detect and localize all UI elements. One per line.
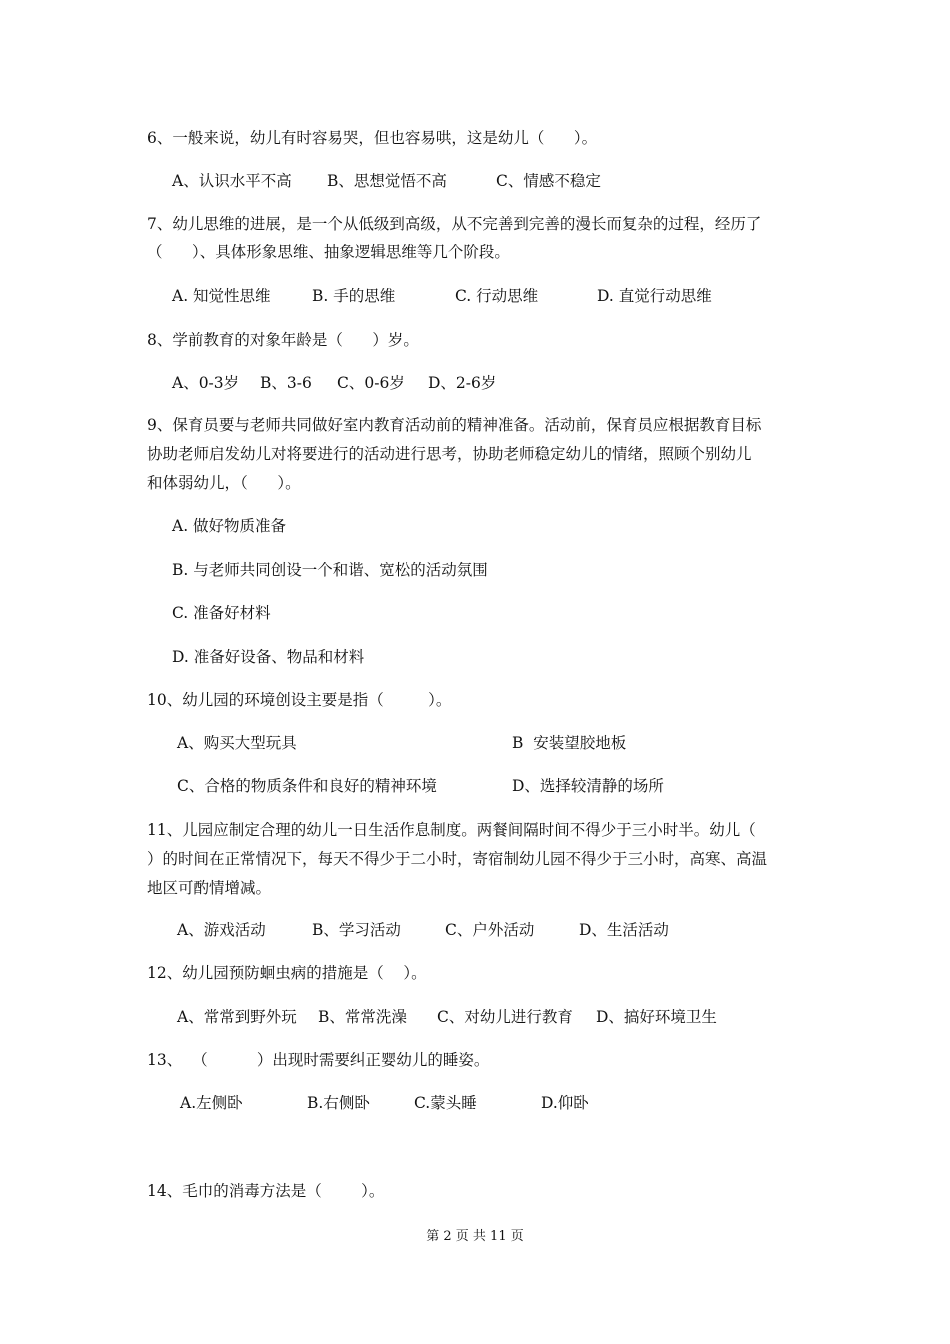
question-9-stem-line-2: 协助老师启发幼儿对将要进行的活动进行思考，协助老师稳定幼儿的情绪，照顾个别幼儿 (147, 445, 752, 463)
question-7-option-c: C. 行动思维 (455, 287, 539, 305)
question-14-stem: 14、毛巾的消毒方法是（ ）。 (147, 1182, 385, 1200)
question-13-option-b: B.右侧卧 (307, 1094, 370, 1112)
question-7-stem-line-1: 7、幼儿思维的进展，是一个从低级到高级，从不完善到完善的漫长而复杂的过程，经历了 (147, 215, 762, 233)
question-9-option-a: A. 做好物质准备 (172, 517, 287, 535)
question-7-stem-line-2: （ ）、具体形象思维、抽象逻辑思维等几个阶段。 (147, 243, 510, 261)
question-11-option-c: C、户外活动 (445, 921, 535, 939)
question-9-option-d: D. 准备好设备、物品和材料 (172, 648, 365, 666)
question-9-option-b: B. 与老师共同创设一个和谐、宽松的活动氛围 (172, 561, 488, 579)
question-11-option-d: D、生活活动 (579, 921, 669, 939)
question-11-stem-line-3: 地区可酌情增减。 (147, 879, 272, 897)
question-10-option-b: B 安装望胶地板 (512, 734, 627, 752)
question-10-option-a: A、购买大型玩具 (177, 734, 297, 752)
question-6-option-c: C、情感不稳定 (496, 172, 601, 190)
question-8-option-b: B、3-6 (260, 374, 312, 392)
question-12-option-d: D、搞好环境卫生 (596, 1008, 717, 1026)
question-11-option-b: B、学习活动 (312, 921, 401, 939)
question-11-stem-line-1: 11、儿园应制定合理的幼儿一日生活作息制度。两餐间隔时间不得少于三小时半。幼儿（ (147, 821, 756, 839)
question-10-stem: 10、幼儿园的环境创设主要是指（ ）。 (147, 691, 452, 709)
question-12-option-b: B、常常洗澡 (318, 1008, 407, 1026)
question-6-stem: 6、一般来说，幼儿有时容易哭，但也容易哄，这是幼儿（ ）。 (147, 129, 598, 147)
question-11-stem-line-2: ）的时间在正常情况下，每天不得少于二小时，寄宿制幼儿园不得少于三小时，高寒、高温 (147, 850, 768, 868)
question-12-option-a: A、常常到野外玩 (177, 1008, 297, 1026)
question-13-stem: 13、 （ ）出现时需要纠正婴幼儿的睡姿。 (147, 1051, 490, 1069)
question-12-stem: 12、幼儿园预防蛔虫病的措施是（ ）。 (147, 964, 427, 982)
question-9-stem-line-1: 9、保育员要与老师共同做好室内教育活动前的精神准备。活动前，保育员应根据教育目标 (147, 416, 762, 434)
question-13-option-d: D.仰卧 (541, 1094, 589, 1112)
question-7-option-a: A. 知觉性思维 (172, 287, 271, 305)
question-9-stem-line-3: 和体弱幼儿，（ ）。 (147, 474, 301, 492)
question-13-option-c: C.蒙头睡 (414, 1094, 477, 1112)
question-10-option-c: C、合格的物质条件和良好的精神环境 (177, 777, 437, 795)
question-9-option-c: C. 准备好材料 (172, 604, 271, 622)
question-8-option-c: C、0-6岁 (337, 374, 405, 392)
question-8-option-a: A、0-3岁 (172, 374, 240, 392)
question-8-option-d: D、2-6岁 (428, 374, 497, 392)
question-13-option-a: A.左侧卧 (180, 1094, 243, 1112)
question-7-option-d: D. 直觉行动思维 (597, 287, 712, 305)
question-8-stem: 8、学前教育的对象年龄是（ ）岁。 (147, 331, 419, 349)
question-6-option-b: B、思想觉悟不高 (327, 172, 447, 190)
question-7-option-b: B. 手的思维 (312, 287, 396, 305)
question-10-option-d: D、选择较清静的场所 (512, 777, 664, 795)
question-11-option-a: A、游戏活动 (177, 921, 266, 939)
question-6-option-a: A、认识水平不高 (172, 172, 292, 190)
question-12-option-c: C、对幼儿进行教育 (437, 1008, 573, 1026)
page-footer: 第 2 页 共 11 页 (426, 1229, 524, 1244)
